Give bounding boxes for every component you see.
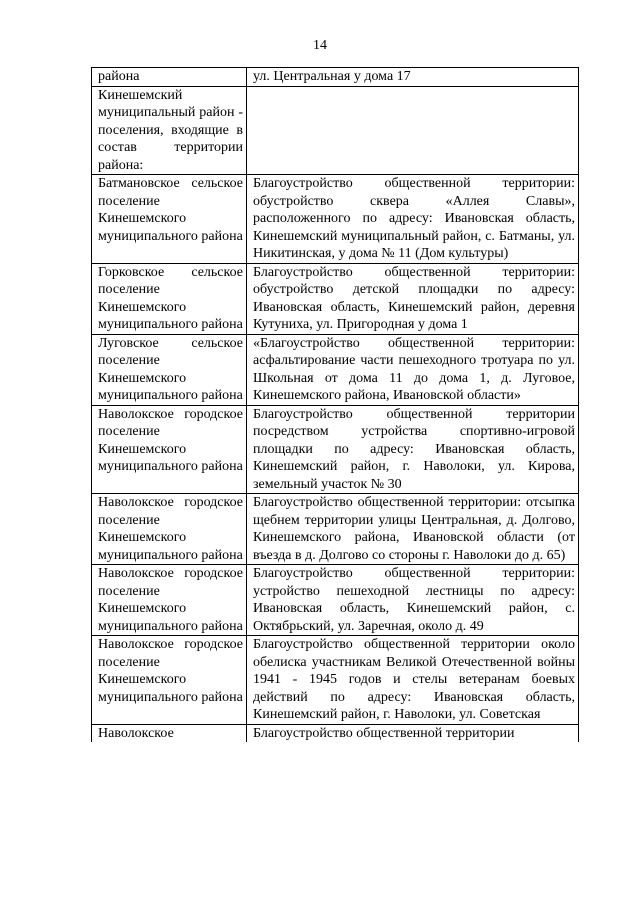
page-number: 14 (313, 38, 327, 53)
table-row (92, 86, 579, 175)
territory-description-cell: «Благоустройство общественной территории: асфальтирование части пешеходного тротуара по ул. Школьная от дома 11 до дома 1, д. Луговое, Кинешемского района, Ивановской области» (247, 334, 579, 405)
territory-description-cell (247, 86, 579, 175)
territory-description-cell: ул. Центральная у дома 17 (247, 68, 579, 87)
territory-description-cell: Благоустройство общественной территории: обустройство детской площадки по адресу: Ивановская область, Кинешемский район, деревня Кутуниха, ул. Пригородная у дома 1 (247, 263, 579, 334)
settlement-cell: Наволокское городское поселение Кинешемского муниципального района (92, 494, 247, 565)
table-row (92, 405, 579, 494)
settlement-cell: Наволокское городское поселение Кинешемского муниципального района (92, 636, 247, 725)
table-row (92, 175, 579, 264)
settlement-cell: Луговское сельское поселение Кинешемского муниципального района (92, 334, 247, 405)
territory-description-cell: Благоустройство общественной территории (247, 724, 579, 742)
settlement-cell: Кинешемский муниципальный район - поселения, входящие в состав территории района: (92, 86, 247, 175)
territories-table (91, 67, 579, 742)
table-row (92, 263, 579, 334)
table-row (92, 565, 579, 636)
settlement-cell: Батмановское сельское поселение Кинешемского муниципального района (92, 175, 247, 264)
table-row (92, 494, 579, 565)
settlement-cell: Наволокское (92, 724, 247, 742)
settlement-cell: района (92, 68, 247, 87)
settlement-cell: Наволокское городское поселение Кинешемского муниципального района (92, 565, 247, 636)
territory-description-cell: Благоустройство общественной территории посредством устройства спортивно-игровой площадки по адресу: Ивановская область, Кинешемский район, г. Наволоки, ул. Кирова, земельный участок № 30 (247, 405, 579, 494)
table-row (92, 334, 579, 405)
territory-description-cell: Благоустройство общественной территории: устройство пешеходной лестницы по адресу: Ивановская область, Кинешемский район, с. Октябрьский, ул. Заречная, около д. 49 (247, 565, 579, 636)
territory-description-cell: Благоустройство общественной территории около обелиска участникам Великой Отечественной войны 1941 - 1945 годов и стелы ветеранам боевых действий по адресу: Ивановская область, Кинешемский район, г. Наволоки, ул. Советская (247, 636, 579, 725)
settlement-cell: Горковское сельское поселение Кинешемского муниципального района (92, 263, 247, 334)
territory-description-cell: Благоустройство общественной территории: отсыпка щебнем территории улицы Центральная, д. Долгово, Кинешемского района, Ивановской области (от въезда в д. Долгово со стороны г. Наволоки до д. 65) (247, 494, 579, 565)
settlement-cell: Наволокское городское поселение Кинешемского муниципального района (92, 405, 247, 494)
table-row (92, 68, 579, 87)
table-row (92, 636, 579, 725)
table-row (92, 724, 579, 742)
territory-description-cell: Благоустройство общественной территории: обустройство сквера «Аллея Славы», расположенного по адресу: Ивановская область, Кинешемский муниципальный район, с. Батманы, ул. Никитинская, у дома № 11 (Дом культуры) (247, 175, 579, 264)
